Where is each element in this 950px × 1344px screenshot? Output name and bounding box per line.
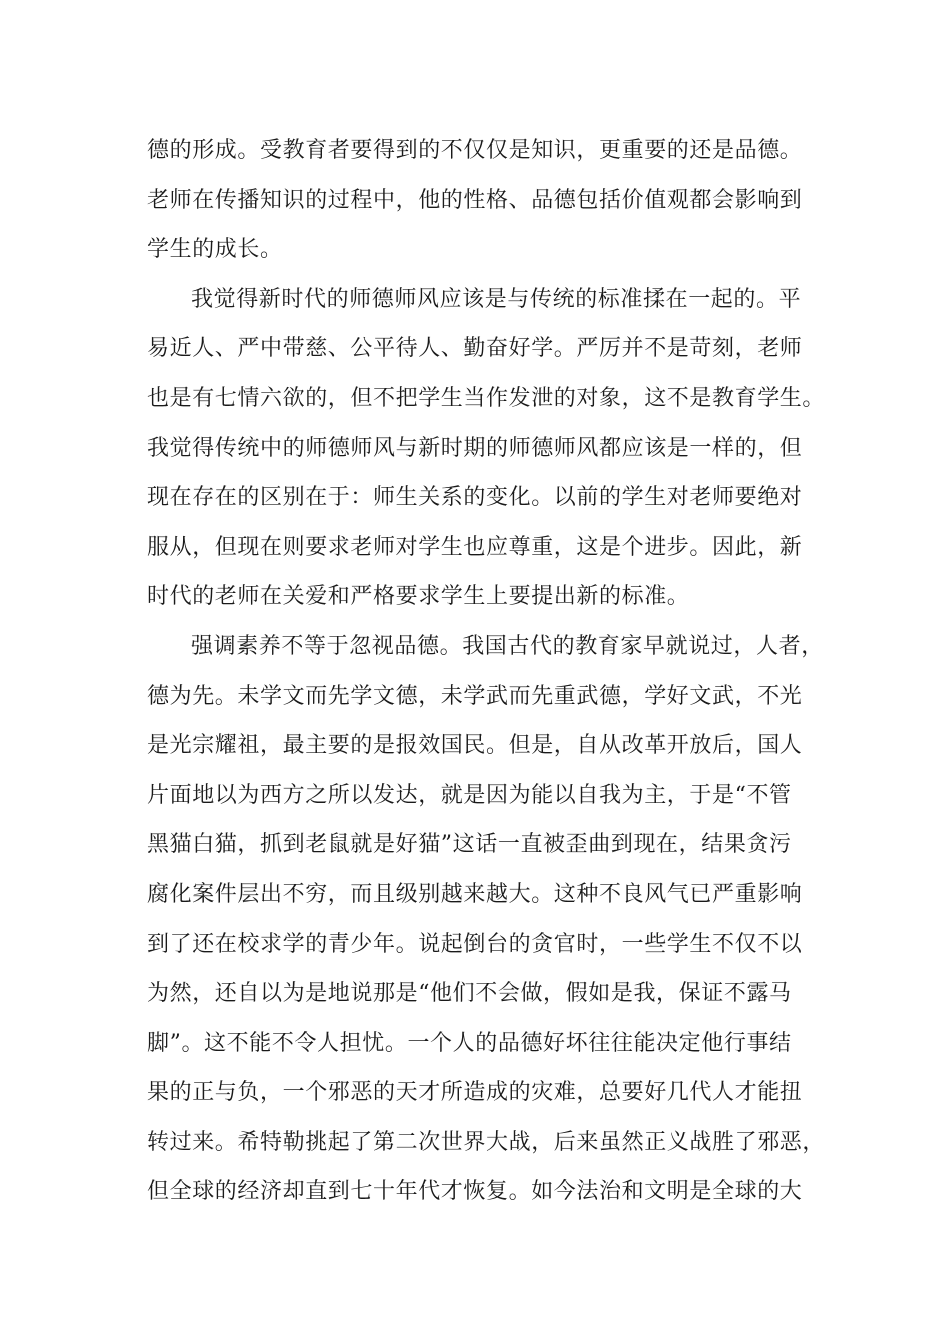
text-line: 脚”。这不能不令人担忧。一个人的品德好坏往往能决定他行事结 [147, 1030, 792, 1056]
paragraph-first-line: 我觉得新时代的师德师风应该是与传统的标准揉在一起的。平 [191, 286, 802, 312]
text-line: 是光宗耀祖，最主要的是报效国民。但是，自从改革开放后，国人 [147, 733, 803, 759]
text-line: 也是有七情六欲的，但不把学生当作发泄的对象，这不是教育学生。 [147, 385, 826, 411]
text-line: 为然，还自以为是地说那是“他们不会做，假如是我，保证不露马 [147, 981, 792, 1007]
document-body [147, 126, 827, 1217]
text-line: 易近人、严中带慈、公平待人、勤奋好学。严厉并不是苛刻，老师 [147, 336, 803, 362]
paragraph-first-line: 强调素养不等于忽视品德。我国古代的教育家早就说过，人者， [191, 633, 824, 659]
text-line: 德为先。未学文而先学文德，未学武而先重武德，学好文武，不光 [147, 683, 803, 709]
text-line: 现在存在的区别在于：师生关系的变化。以前的学生对老师要绝对 [147, 485, 803, 511]
text-line: 果的正与负，一个邪恶的天才所造成的灾难，总要好几代人才能扭 [147, 1080, 803, 1106]
text-line: 转过来。希特勒挑起了第二次世界大战，后来虽然正义战胜了邪恶， [147, 1129, 826, 1155]
text-line: 片面地以为西方之所以发达，就是因为能以自我为主，于是“不管 [147, 782, 792, 808]
text-line: 老师在传播知识的过程中，他的性格、品德包括价值观都会影响到 [147, 187, 803, 213]
text-line: 腐化案件层出不穷，而且级别越来越大。这种不良风气已严重影响 [147, 881, 803, 907]
text-line: 德的形成。受教育者要得到的不仅仅是知识，更重要的还是品德。 [147, 138, 803, 163]
text-line: 时代的老师在关爱和严格要求学生上要提出新的标准。 [147, 584, 690, 610]
text-line: 黑猫白猫，抓到老鼠就是好猫”这话一直被歪曲到现在，结果贪污 [147, 832, 792, 858]
text-line: 学生的成长。 [147, 237, 283, 263]
text-line: 但全球的经济却直到七十年代才恢复。如今法治和文明是全球的大 [147, 1179, 803, 1205]
text-line: 到了还在校求学的青少年。说起倒台的贪官时，一些学生不仅不以 [147, 931, 803, 957]
text-line: 服从，但现在则要求老师对学生也应尊重，这是个进步。因此，新 [147, 534, 803, 560]
text-line: 我觉得传统中的师德师风与新时期的师德师风都应该是一样的，但 [147, 435, 803, 461]
